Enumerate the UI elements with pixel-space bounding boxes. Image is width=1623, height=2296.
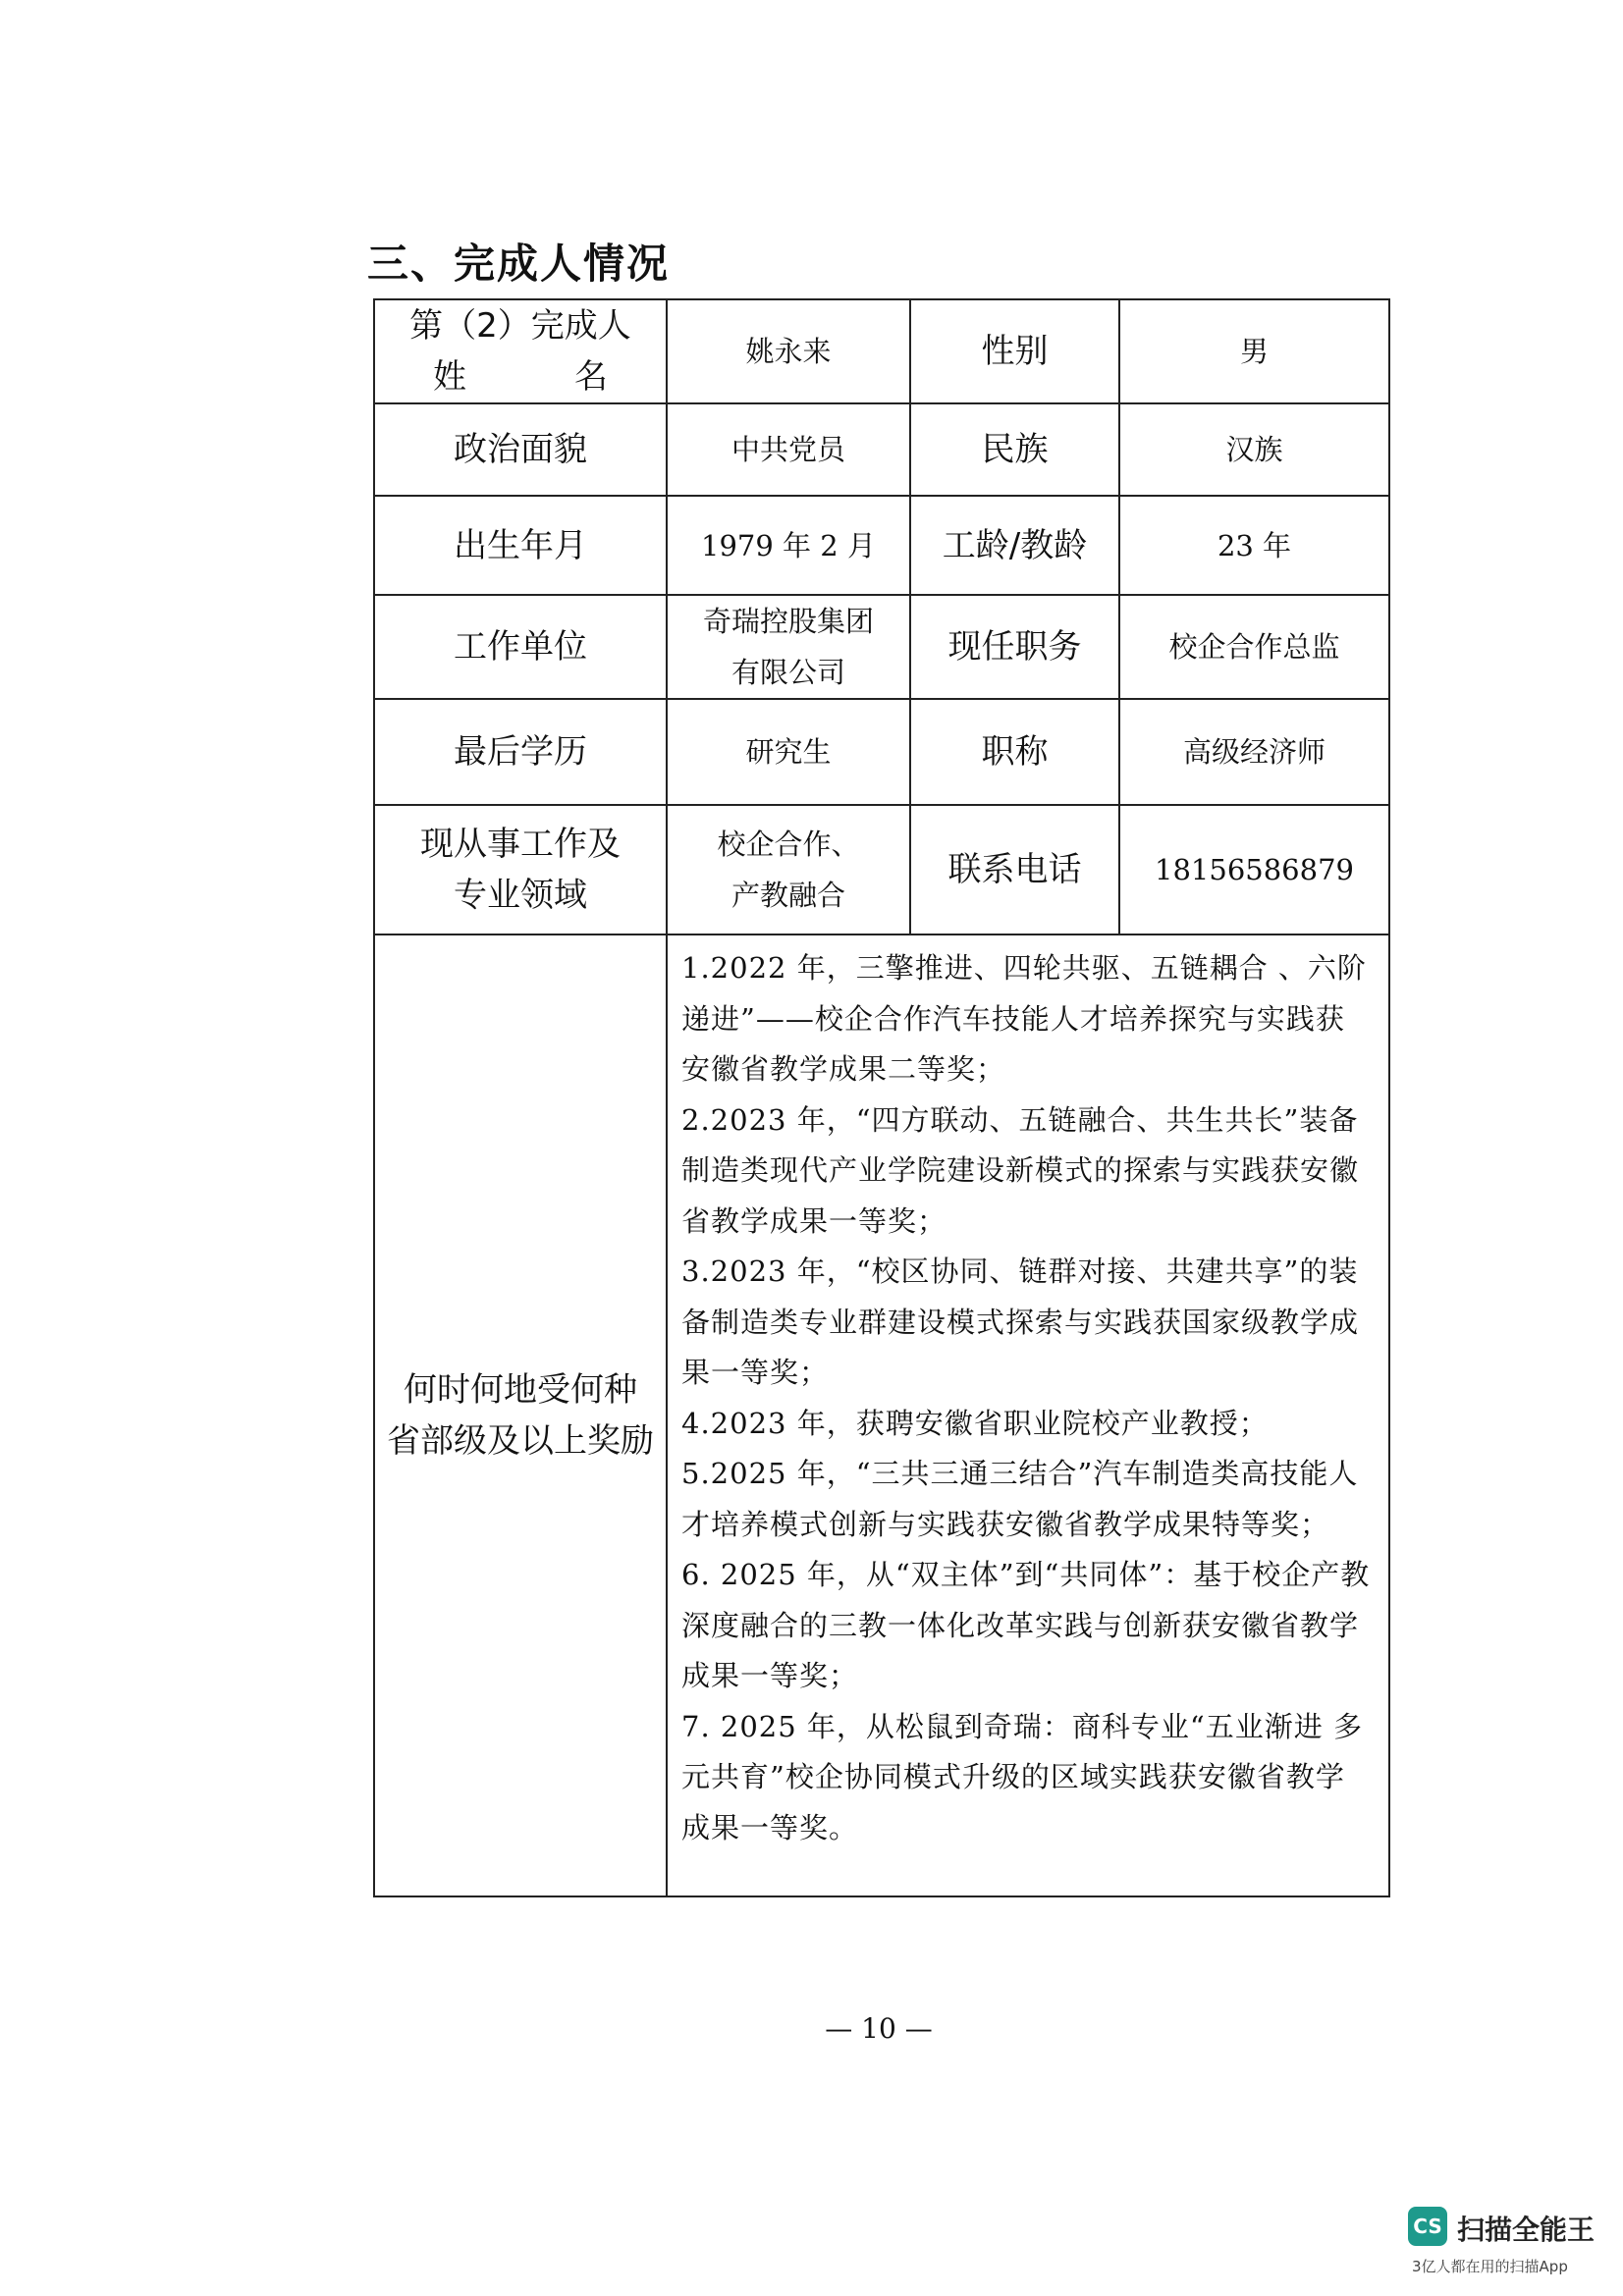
field-label bbox=[374, 805, 667, 934]
field-value-line2: 产教融合 bbox=[730, 879, 845, 912]
birth-date-label: 出生年月 bbox=[374, 496, 667, 595]
camscanner-logo-icon: CS bbox=[1408, 2207, 1447, 2246]
table-row-birth bbox=[374, 496, 1389, 595]
watermark-brand: 扫描全能王 bbox=[1457, 2214, 1596, 2246]
watermark-tagline: 3亿人都在用的扫描App bbox=[1412, 2258, 1568, 2275]
ethnicity-value: 汉族 bbox=[1119, 403, 1389, 496]
awards-list bbox=[667, 934, 1389, 1896]
name-label-ming: 名 bbox=[574, 357, 608, 397]
award-item: 5.2025 年，“三共三通三结合”汽车制造类高技能人才培养模式创新与实践获安徽省教学成果特等奖； bbox=[681, 1457, 1359, 1541]
table-row-education bbox=[374, 699, 1389, 805]
award-item: 2.2023 年，“四方联动、五链融合、共生共长”装备制造类现代产业学院建设新模式的探索与实践获安徽省教学成果一等奖； bbox=[681, 1102, 1360, 1238]
scanner-watermark bbox=[1408, 2207, 1604, 2285]
table-row-awards bbox=[374, 934, 1389, 1896]
award-item: 4.2023 年，获聘安徽省职业院校产业教授； bbox=[681, 1406, 1269, 1440]
employer-label: 工作单位 bbox=[374, 595, 667, 699]
employer-value bbox=[667, 595, 910, 699]
name-value: 姚永来 bbox=[667, 299, 910, 403]
field-value-line1: 校企合作、 bbox=[717, 828, 860, 861]
work-years-value: 23 年 bbox=[1119, 496, 1389, 595]
name-label bbox=[381, 351, 660, 402]
name-label-cell bbox=[374, 299, 667, 403]
table-row-name bbox=[374, 299, 1389, 403]
political-status-value: 中共党员 bbox=[667, 403, 910, 496]
title-label: 职称 bbox=[910, 699, 1119, 805]
award-item: 7. 2025 年，从松鼠到奇瑞：商科专业“五业渐进 多元共育”校企协同模式升级的区域实践获安徽省教学成果一等奖。 bbox=[681, 1709, 1363, 1844]
position-value: 校企合作总监 bbox=[1119, 595, 1389, 699]
contributor-rank-label: 第（2）完成人 bbox=[409, 306, 631, 346]
work-years-label: 工龄/教龄 bbox=[910, 496, 1119, 595]
award-item: 3.2023 年，“校区协同、链群对接、共建共享”的装备制造类专业群建设模式探索与实践获国家级教学成果一等奖； bbox=[681, 1255, 1360, 1389]
field-value bbox=[667, 805, 910, 934]
awards-label bbox=[374, 934, 667, 1896]
political-status-label: 政治面貌 bbox=[374, 403, 667, 496]
phone-value: 18156586879 bbox=[1119, 805, 1389, 934]
table-row-political bbox=[374, 403, 1389, 496]
birth-date-value: 1979 年 2 月 bbox=[667, 496, 910, 595]
title-value: 高级经济师 bbox=[1119, 699, 1389, 805]
contributor-info-table bbox=[373, 298, 1390, 1897]
gender-label: 性别 bbox=[910, 299, 1119, 403]
field-label-line1: 现从事工作及 bbox=[420, 825, 621, 864]
gender-value: 男 bbox=[1119, 299, 1389, 403]
table-row-employer bbox=[374, 595, 1389, 699]
award-item: 6. 2025 年，从“双主体”到“共同体”：基于校企产教深度融合的三教一体化改革实践与创新获安徽省教学成果一等奖； bbox=[681, 1558, 1371, 1692]
employer-value-line2: 有限公司 bbox=[730, 656, 845, 689]
table-row-field bbox=[374, 805, 1389, 934]
education-value: 研究生 bbox=[667, 699, 910, 805]
name-label-xing: 姓 bbox=[433, 357, 466, 397]
phone-label: 联系电话 bbox=[910, 805, 1119, 934]
position-label: 现任职务 bbox=[910, 595, 1119, 699]
awards-label-line1: 何时何地受何种 bbox=[404, 1370, 637, 1410]
page-number: — 10 — bbox=[825, 2012, 933, 2045]
award-item: 1.2022 年，三擎推进、四轮共驱、五链耦合 、六阶递进”——校企合作汽车技能人才培养探究与实践获安徽省教学成果二等奖； bbox=[681, 951, 1367, 1086]
awards-label-line2: 省部级及以上奖励 bbox=[387, 1421, 654, 1461]
field-label-line2: 专业领域 bbox=[454, 876, 587, 915]
section-title: 三、完成人情况 bbox=[367, 240, 671, 288]
education-label: 最后学历 bbox=[374, 699, 667, 805]
employer-value-line1: 奇瑞控股集团 bbox=[702, 605, 874, 638]
ethnicity-label: 民族 bbox=[910, 403, 1119, 496]
